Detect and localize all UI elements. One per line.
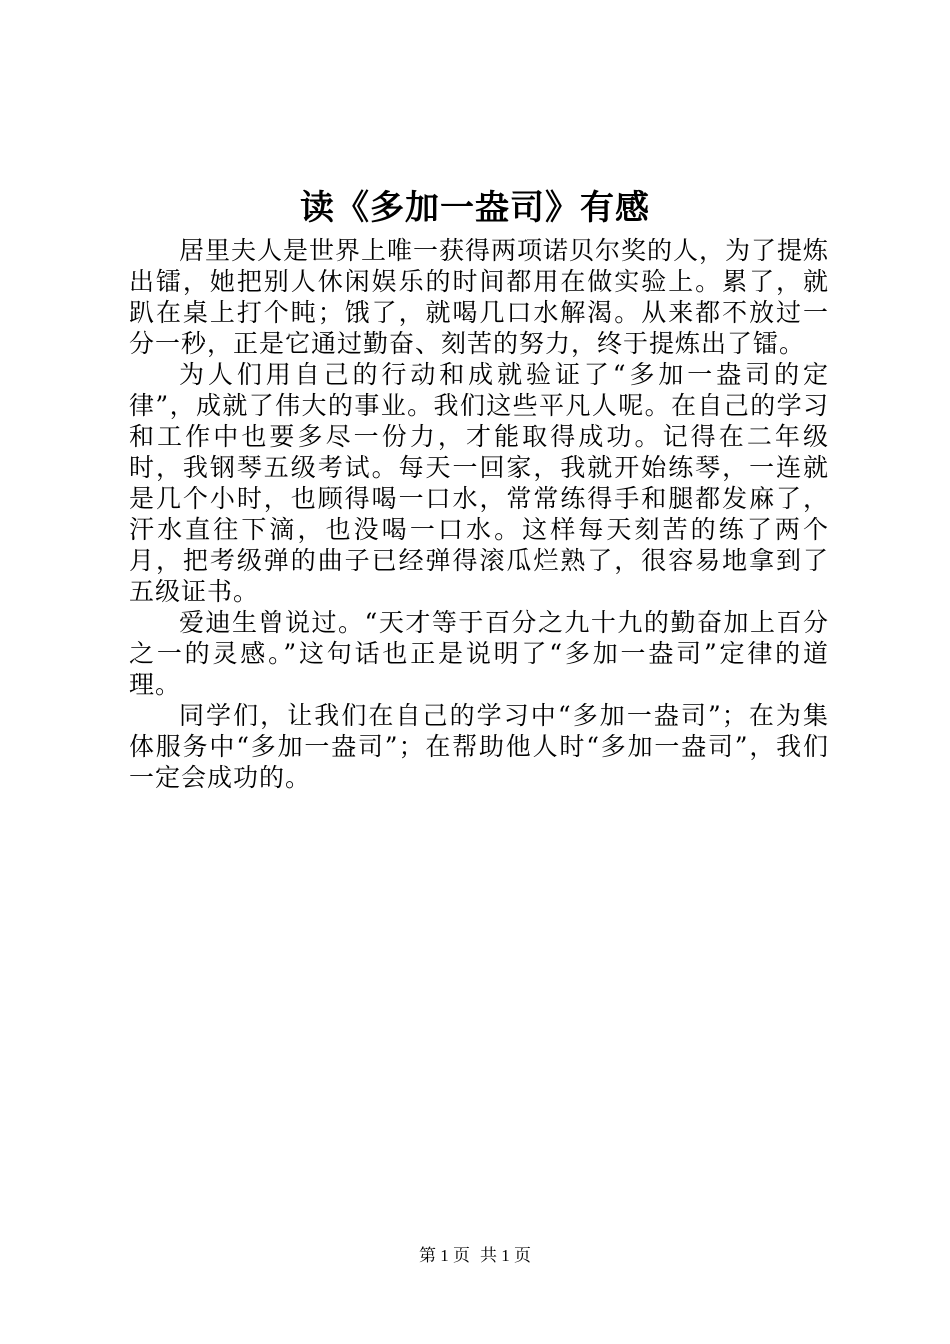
page-total: 共 1 页 <box>480 1246 531 1265</box>
page-number: 第 1 页 <box>419 1246 470 1265</box>
paragraph: 为人们用自己的行动和成就验证了“多加一盎司的定律”，成就了伟大的事业。我们这些平凡人呢。在自己的学习和工作中也要多尽一份力，才能取得成功。记得在二年级时，我钢琴五级考试。每天一回家，我就开始练琴，一连就是几个小时，也顾得喝一口水，常常练得手和腿都发麻了，汗水直往下滴，也没喝一口水。这样每天刻苦的练了两个月，把考级弹的曲子已经弹得滚瓜烂熟了，很容易地拿到了五级证书。 <box>129 360 829 606</box>
paragraph: 居里夫人是世界上唯一获得两项诺贝尔奖的人，为了提炼出镭，她把别人休闲娱乐的时间都用在做实验上。累了，就趴在桌上打个盹；饿了，就喝几口水解渴。从来都不放过一分一秒，正是它通过勤奋、刻苦的努力，终于提炼出了镭。 <box>129 236 830 358</box>
document-title: 读《多加一盎司》有感 <box>300 188 650 228</box>
page-footer <box>0 1245 950 1267</box>
document-body <box>129 235 829 793</box>
paragraph: 同学们，让我们在自己的学习中“多加一盎司”；在为集体服务中“多加一盎司”；在帮助他人时“多加一盎司”，我们一定会成功的。 <box>129 701 829 792</box>
paragraph: 爱迪生曾说过。“天才等于百分之九十九的勤奋加上百分之一的灵感。”这句话也正是说明了“多加一盎司”定律的道理。 <box>129 608 829 699</box>
